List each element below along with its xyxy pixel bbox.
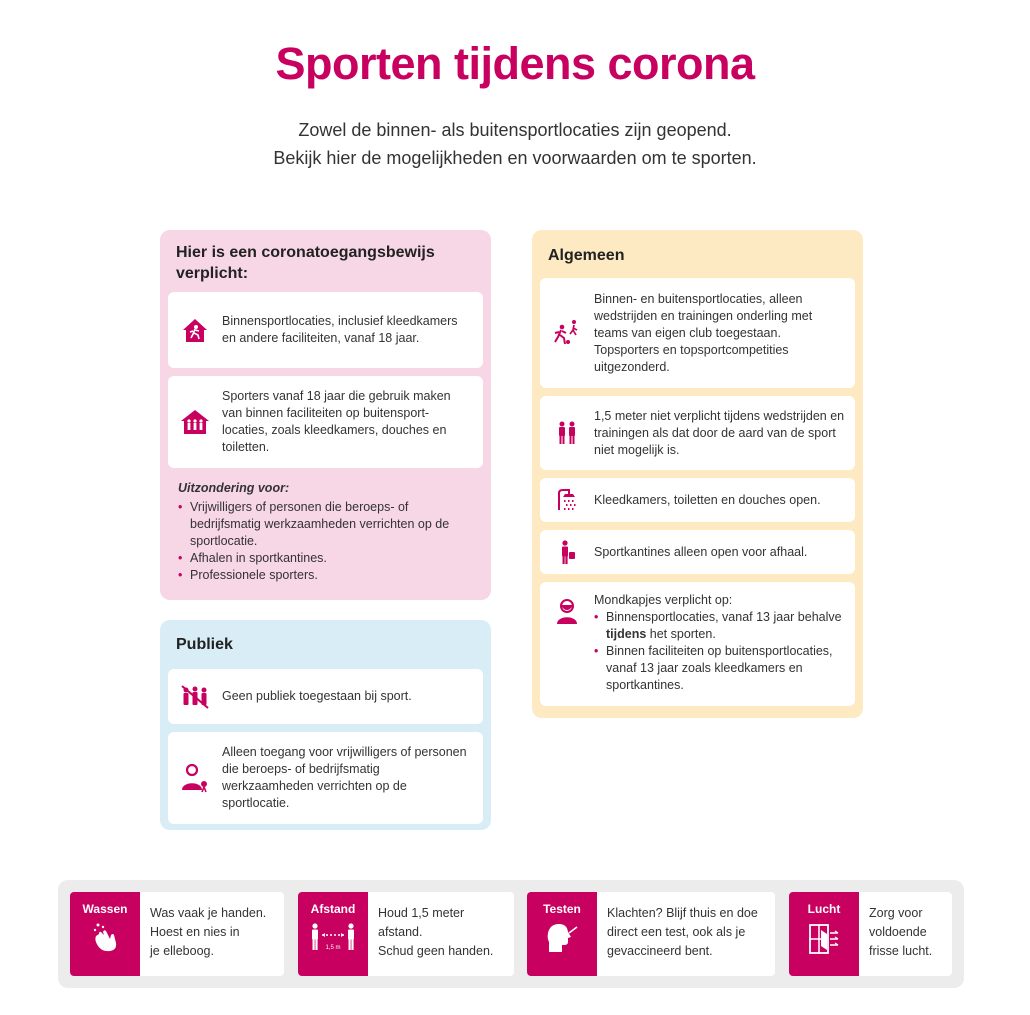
footer-card-afstand-text xyxy=(368,892,501,976)
algemeen-card-showers xyxy=(540,478,855,522)
face-mask-icon xyxy=(550,594,584,628)
coronapass-card-indoor-text: Binnensportlocaties, inclusief kleedkamers en andere faciliteiten, vanaf 18 jaar. xyxy=(222,314,458,345)
exception-item: • Vrijwilligers of personen die beroeps- of bedrijfsmatig werkzaamheden verrichten op de sportlocatie. xyxy=(178,499,473,550)
coronapass-card-outdoor-text: Sporters vanaf 18 jaar die gebruik maken van binnen faciliteiten op buitensport-locaties, zoals kleedkamers, douches en toiletten. xyxy=(222,389,451,454)
publiek-card-none-text: Geen publiek toegestaan bij sport. xyxy=(222,689,412,703)
two-people-icon xyxy=(550,416,584,450)
distance-icon-label: 1,5 m xyxy=(325,945,341,951)
hand-wash-icon xyxy=(90,922,120,959)
footer-line: Klachten? Blijf thuis en doe xyxy=(607,906,758,920)
exception-item: • Professionele sporters. xyxy=(178,567,473,584)
test-icon xyxy=(545,922,579,959)
exceptions-list xyxy=(178,499,473,584)
footer-line: direct een test, ook als je xyxy=(607,925,746,939)
footer-card-afstand-label: Afstand xyxy=(310,902,356,916)
subtitle-line-2: Bekijk hier de mogelijkheden en voorwaarden om te sporten. xyxy=(273,148,757,168)
shower-icon xyxy=(550,483,584,517)
footer-card-lucht-text xyxy=(859,892,940,976)
people-house-icon xyxy=(178,405,212,439)
mask-item-indoor-bold: tijdens xyxy=(606,627,647,641)
mask-item-indoor-post: het sporten. xyxy=(646,627,716,641)
algemeen-title: Algemeen xyxy=(548,247,625,264)
coronapass-card-indoor xyxy=(168,292,483,368)
publiek-title: Publiek xyxy=(176,636,233,653)
house-sport-icon xyxy=(178,313,212,347)
footer-card-afstand-label-block xyxy=(298,892,368,976)
mask-item-indoor-pre: Binnensportlocaties, vanaf 13 jaar behalve xyxy=(606,610,842,624)
footer-card-testen-label: Testen xyxy=(543,902,581,916)
algemeen-card-teams-text: Binnen- en buitensportlocaties, alleen wedstrijden en trainingen onderling met teams van eigen club toegestaan. Topsporters en topsportcompetities uitgezonderd. xyxy=(594,291,813,374)
exception-item: • Afhalen in sportkantines. xyxy=(178,550,473,567)
players-icon xyxy=(550,316,584,350)
footer-line: Hoest en nies in xyxy=(150,925,240,939)
coronapass-panel xyxy=(160,230,491,600)
footer-card-wassen-label: Wassen xyxy=(82,902,128,916)
mask-item-facilities: • Binnen faciliteiten op buitensportlocaties, vanaf 13 jaar zoals kleedkamers en sportkantines. xyxy=(594,643,845,694)
algemeen-card-canteen xyxy=(540,530,855,574)
algemeen-card-canteen-text: Sportkantines alleen open voor afhaal. xyxy=(594,544,808,559)
exceptions-title: Uitzondering voor: xyxy=(178,481,290,495)
publiek-card-none xyxy=(168,669,483,724)
footer-line: Houd 1,5 meter xyxy=(378,906,465,920)
exceptions xyxy=(168,476,483,584)
algemeen-card-teams xyxy=(540,278,855,388)
algemeen-card-showers-text: Kleedkamers, toiletten en douches open. xyxy=(594,492,821,507)
algemeen-panel xyxy=(532,230,863,718)
footer-card-wassen xyxy=(70,892,284,976)
publiek-panel xyxy=(160,620,491,830)
distance-icon xyxy=(309,922,357,958)
footer-line: Schud geen handen. xyxy=(378,944,494,958)
footer-rules xyxy=(58,880,964,988)
algemeen-card-mask xyxy=(540,582,855,706)
footer-card-lucht-label: Lucht xyxy=(807,902,841,916)
footer-line: voldoende xyxy=(869,925,927,939)
footer-card-afstand xyxy=(298,892,514,976)
takeaway-icon xyxy=(550,535,584,569)
mask-intro: Mondkapjes verplicht op: xyxy=(594,593,733,607)
mask-list xyxy=(594,609,845,694)
footer-card-testen xyxy=(527,892,775,976)
page-title: Sporten tijdens corona xyxy=(275,38,755,89)
algemeen-card-distance xyxy=(540,396,855,470)
footer-line: gevaccineerd bent. xyxy=(607,944,713,958)
footer-line: afstand. xyxy=(378,925,423,939)
volunteer-icon xyxy=(178,761,212,795)
footer-card-wassen-text xyxy=(140,892,274,976)
subtitle-line-1: Zowel de binnen- als buitensportlocaties zijn geopend. xyxy=(298,120,732,140)
algemeen-card-mask-text xyxy=(594,592,845,694)
footer-card-testen-text xyxy=(597,892,766,976)
coronapass-title: Hier is een coronatoegangsbewijs verplicht: xyxy=(176,244,435,282)
publiek-card-volunteers-text: Alleen toegang voor vrijwilligers of personen die beroeps- of bedrijfsmatig werkzaamheden verrichten op de sportlocatie. xyxy=(222,745,467,810)
footer-line: je elleboog. xyxy=(150,944,214,958)
algemeen-card-distance-text: 1,5 meter niet verplicht tijdens wedstrijden en trainingen als dat door de aard van de sport niet mogelijk is. xyxy=(594,408,845,457)
footer-card-wassen-label-block xyxy=(70,892,140,976)
crowd-crossed-icon xyxy=(178,680,212,714)
footer-line: frisse lucht. xyxy=(869,944,933,958)
mask-item-indoor xyxy=(594,609,845,643)
footer-card-lucht-label-block xyxy=(789,892,859,976)
publiek-card-volunteers xyxy=(168,732,483,824)
footer-card-testen-label-block xyxy=(527,892,597,976)
footer-card-lucht xyxy=(789,892,952,976)
page-subtitle xyxy=(0,116,1030,172)
footer-line: Was vaak je handen. xyxy=(150,906,267,920)
coronapass-card-outdoor xyxy=(168,376,483,468)
window-air-icon xyxy=(807,922,841,961)
footer-line: Zorg voor xyxy=(869,906,923,920)
